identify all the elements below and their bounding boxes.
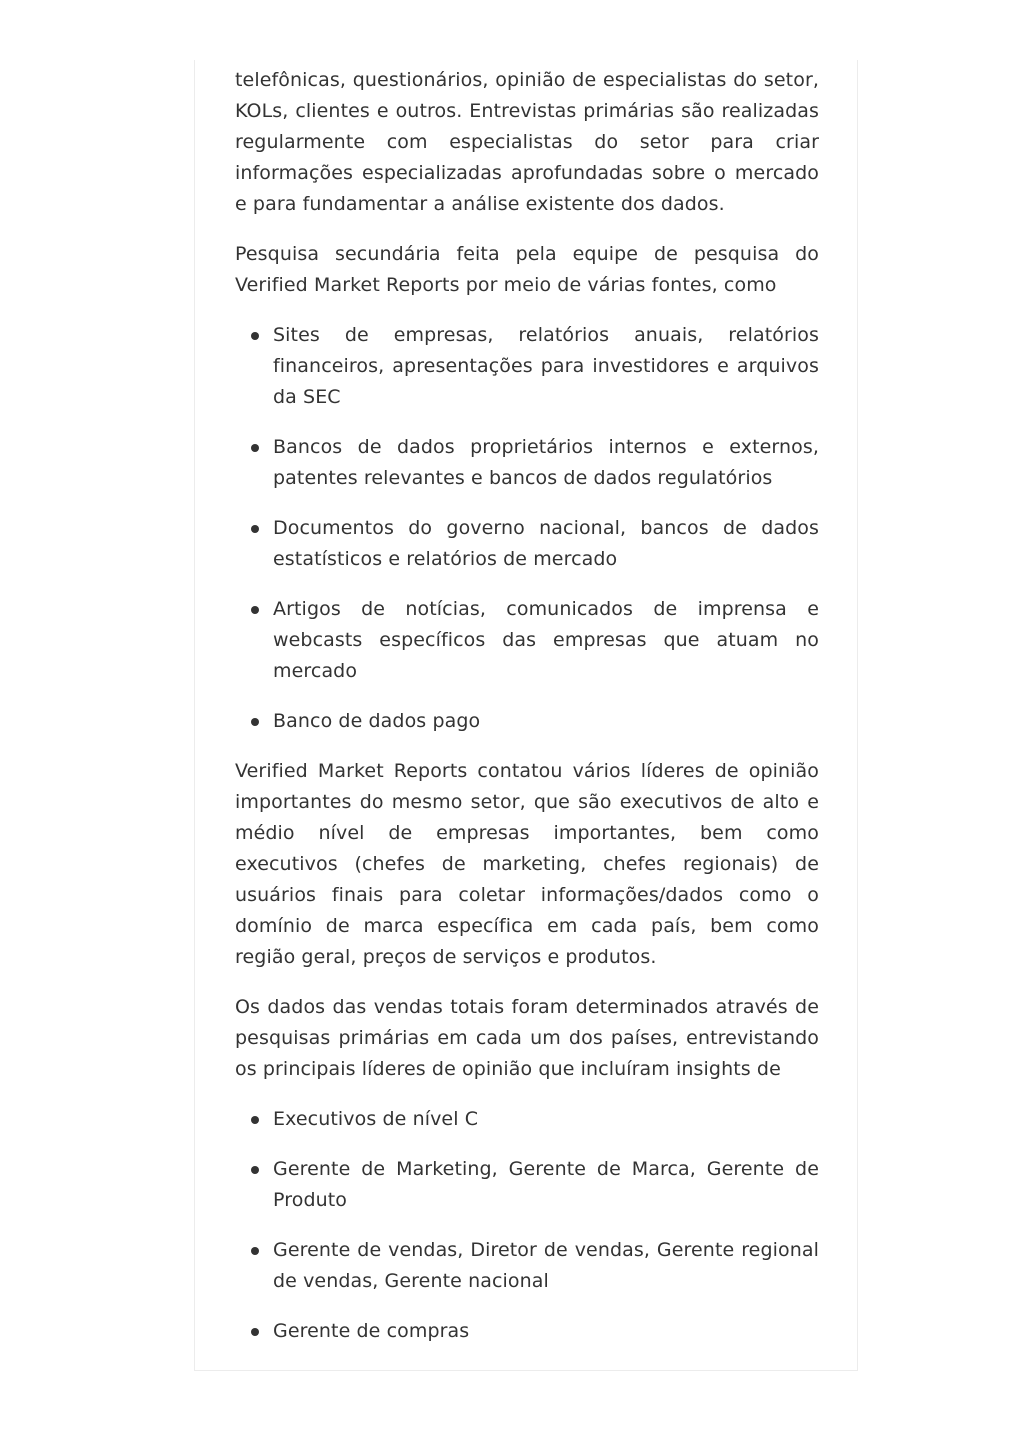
list-item	[273, 706, 819, 737]
list-item-text: Gerente de Marketing, Gerente de Marca, Gerente de Produto	[273, 1158, 819, 1211]
bullet-icon	[251, 332, 259, 340]
bullet-icon	[251, 718, 259, 726]
list-item	[273, 594, 819, 687]
secondary-sources-list	[235, 320, 819, 737]
list-item-text: Gerente de vendas, Diretor de vendas, Gerente regional de vendas, Gerente nacional	[273, 1239, 819, 1292]
list-item-text: Banco de dados pago	[273, 710, 481, 732]
bullet-icon	[251, 444, 259, 452]
bullet-icon	[251, 1328, 259, 1336]
list-item	[273, 1235, 819, 1297]
article-body	[235, 65, 819, 1366]
list-item	[273, 513, 819, 575]
list-item-text: Sites de empresas, relatórios anuais, relatórios financeiros, apresentações para investidores e arquivos da SEC	[273, 324, 819, 408]
interviewees-list	[235, 1104, 819, 1347]
paragraph-secondary-research: Pesquisa secundária feita pela equipe de pesquisa do Verified Market Reports por meio de várias fontes, como	[235, 243, 819, 296]
list-item-text: Bancos de dados proprietários internos e externos, patentes relevantes e bancos de dados regulatórios	[273, 436, 819, 489]
bullet-icon	[251, 1166, 259, 1174]
bullet-icon	[251, 1116, 259, 1124]
paragraph-total-sales: Os dados das vendas totais foram determinados através de pesquisas primárias em cada um dos países, entrevistando os principais líderes de opinião que incluíram insights de	[235, 996, 819, 1080]
list-item	[273, 1154, 819, 1216]
list-item	[273, 1316, 819, 1347]
bullet-icon	[251, 525, 259, 533]
list-item	[273, 432, 819, 494]
list-item-text: Artigos de notícias, comunicados de imprensa e webcasts específicos das empresas que atuam no mercado	[273, 598, 819, 682]
list-item-text: Documentos do governo nacional, bancos de dados estatísticos e relatórios de mercado	[273, 517, 819, 570]
list-item	[273, 1104, 819, 1135]
bullet-icon	[251, 1247, 259, 1255]
list-item-text: Executivos de nível C	[273, 1108, 479, 1130]
bullet-icon	[251, 606, 259, 614]
content-card	[194, 60, 858, 1371]
paragraph-opinion-leaders: Verified Market Reports contatou vários líderes de opinião importantes do mesmo setor, que são executivos de alto e médio nível de empresas importantes, bem como executivos (chefes de marketing, chefes regionais) de usuários finais para coletar informações/dados como o domínio de marca específica em cada país, bem como região geral, preços de serviços e produtos.	[235, 760, 819, 968]
list-item-text: Gerente de compras	[273, 1320, 470, 1342]
paragraph-primary-research: telefônicas, questionários, opinião de especialistas do setor, KOLs, clientes e outros. Entrevistas primárias são realizadas regularmente com especialistas do setor para criar informações especializadas aprofundadas sobre o mercado e para fundamentar a análise existente dos dados.	[235, 69, 819, 215]
list-item	[273, 320, 819, 413]
